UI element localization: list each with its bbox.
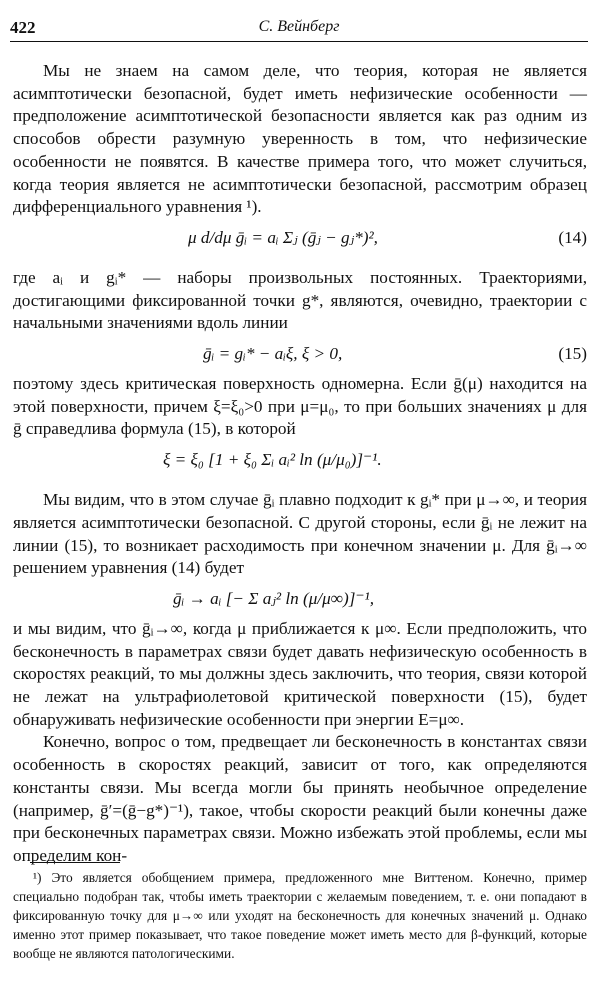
equation-15	[13, 337, 587, 371]
equation-14	[13, 221, 587, 265]
paragraph: Мы видим, что в этом случае ḡᵢ плавно подходит к gᵢ* при μ→∞, и теория является асимптотически безопасной. С другой стороны, если ḡᵢ не лежит на линии (15), то возникает расходимость при конечном значении μ. Для ḡᵢ→∞ решением уравнения (14) будет	[13, 490, 587, 578]
page-header	[10, 18, 588, 40]
footnote: ¹) Это является обобщением примера, предложенного мне Виттеном. Конечно, пример специально подобран так, чтобы иметь траектории с желаемым поведением, т. е. они попадают в фиксированную точку для μ→∞ или уходят на бесконечность для конечных значений μ. Однако именно этот пример показывает, что такое поведение может иметь место для β-функций, которые вообще не являются патологическими.	[13, 870, 587, 961]
equation-number: (14)	[558, 227, 587, 247]
equation-formula: ḡᵢ = gᵢ* − aᵢξ, ξ > 0,	[203, 344, 343, 364]
paragraph: поэтому здесь критическая поверхность одномерна. Если ḡ(μ) находится на этой поверхности, причем ξ=ξ₀>0 при μ=μ₀, то при больших значениях μ для ḡ справедлива формула (15), в которой	[13, 374, 587, 439]
equation-formula: ξ = ξ₀ [1 + ξ₀ Σᵢ aᵢ² ln (μ/μ₀)]⁻¹.	[163, 450, 382, 470]
paragraph: где aᵢ и gᵢ* — наборы произвольных постоянных. Траекториями, достигающими фиксированной точки g*, являются, очевидно, траектории с начальными значениями вдоль линии	[13, 267, 587, 333]
equation-number: (15)	[558, 344, 587, 364]
main-text	[13, 60, 587, 868]
equation-divergence	[13, 582, 587, 616]
footnote-rule	[30, 862, 120, 863]
equation-xi	[13, 443, 587, 487]
paragraph: Конечно, вопрос о том, предвещает ли бесконечность в константах связи особенность в скоростях реакций, зависит от того, как определяются константы связи. Мы всегда могли бы принять необычное определение (например, ḡ′=(ḡ−g*)⁻¹), такое, чтобы скорости реакций были конечны даже при бесконечных параметрах связи. Можно избежать этой проблемы, если мы определим кон-	[13, 732, 587, 865]
equation-formula: μ d/dμ ḡᵢ = aᵢ Σⱼ (ḡⱼ − gⱼ*)²,	[188, 227, 378, 247]
paragraph: и мы видим, что ḡᵢ→∞, когда μ приближается к μ∞. Если предположить, что бесконечность в параметрах связи будет давать нефизическую особенность в скоростях реакций, то мы должны здесь заключить, что теория, связи которой не лежат на ультрафиолетовой критической поверхности (15), будет обнаруживать нефизические особенности при энергии E=μ∞.	[13, 618, 587, 729]
paragraph: Мы не знаем на самом деле, что теория, которая не является асимптотически безопасной, будет иметь нефизические особенности — предположение асимптотической безопасности является как раз одним из способов обрести разумную уверенность в том, что нефизические особенности не появятся. В качестве примера того, что может случиться, когда теория является не асимптотически безопасной, рассмотрим образец дифференциального уравнения ¹).	[13, 61, 587, 217]
header-rule	[10, 41, 588, 42]
page-number: 422	[10, 18, 36, 37]
equation-formula: ḡᵢ → aᵢ [− Σ aⱼ² ln (μ/μ∞)]⁻¹,	[173, 588, 374, 608]
running-head: С. Вейнберг	[258, 18, 340, 35]
